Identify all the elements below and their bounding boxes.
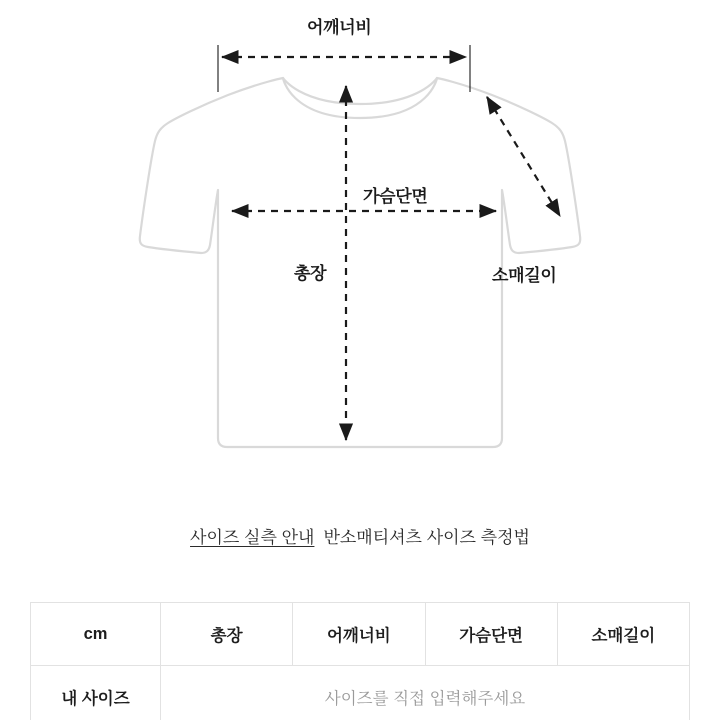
table-row [31,666,690,720]
table-header-row [31,603,690,666]
row-label-my-size: 내 사이즈 [31,666,161,720]
table-header-unit: cm [31,603,161,666]
size-guide-caption [0,523,720,548]
size-input-table [30,602,690,720]
label-sleeve-length: 소매길이 [492,266,557,285]
label-total-length: 총장 [294,264,327,283]
label-shoulder-width: 어깨너비 [307,18,372,37]
table-header-shoulder: 어깨너비 [293,603,425,666]
caption-primary: 사이즈 실측 안내 [190,528,315,547]
caption-secondary: 반소매티셔츠 사이즈 측정법 [323,528,530,547]
label-chest-width: 가슴단면 [363,187,428,206]
table-header-length: 총장 [161,603,293,666]
my-size-input[interactable]: 사이즈를 직접 입력해주세요 [161,666,690,720]
table-header-chest: 가슴단면 [425,603,557,666]
table-header-sleeve: 소매길이 [557,603,689,666]
